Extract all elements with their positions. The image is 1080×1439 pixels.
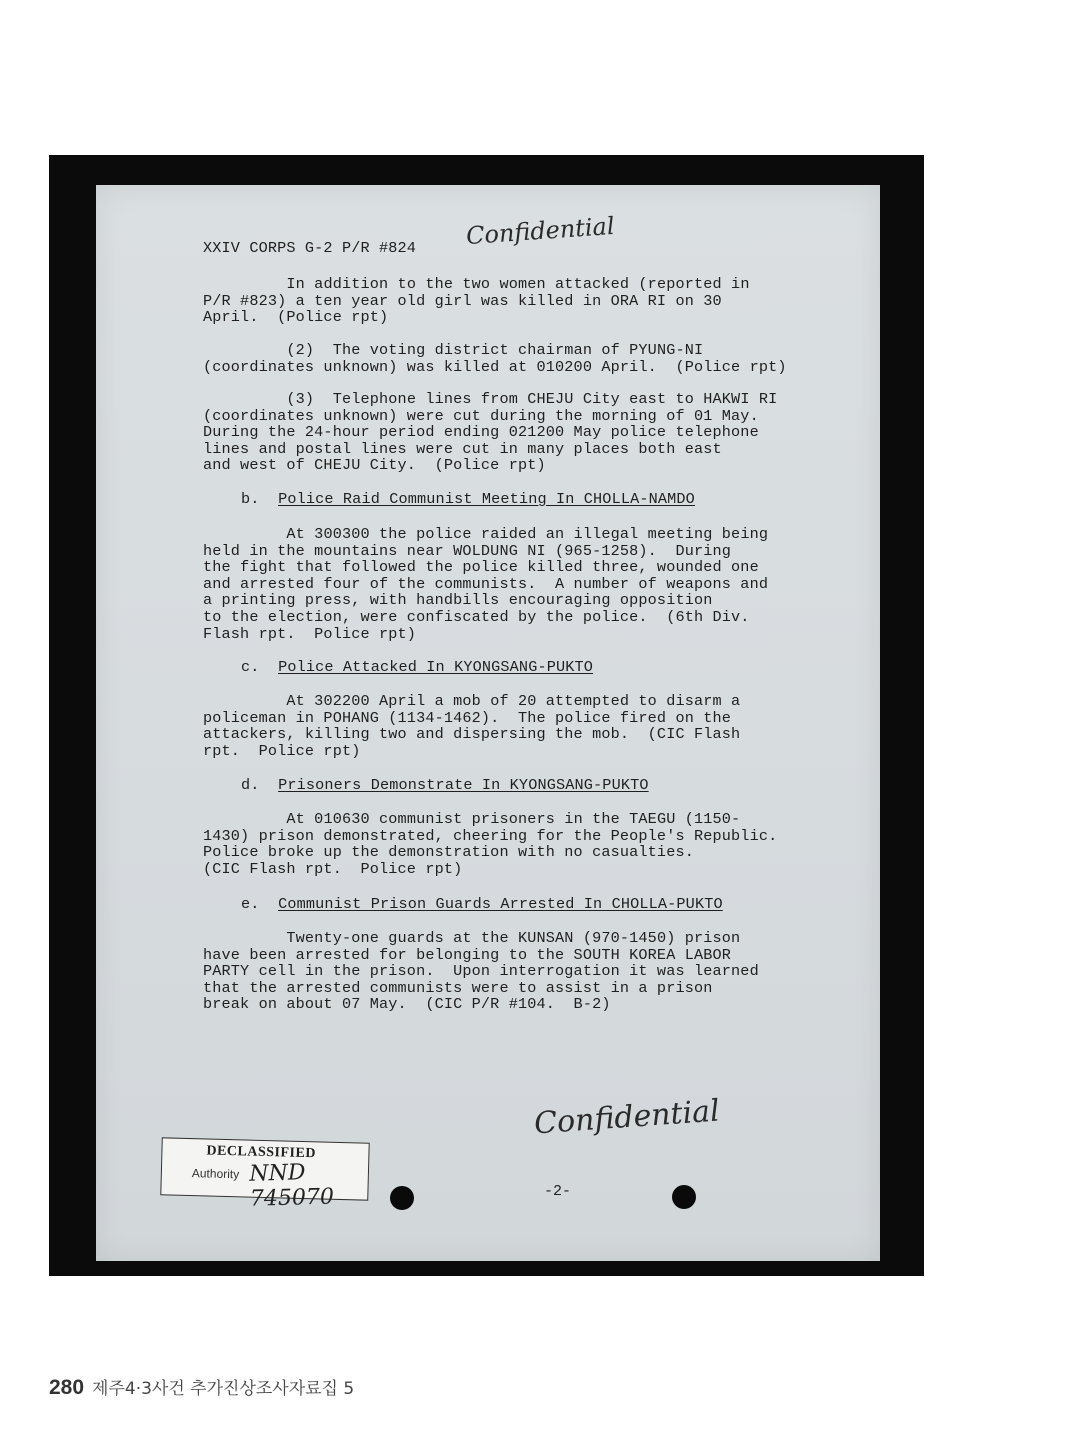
section-b-heading [241,491,901,508]
document-page-number: -2- [544,1183,572,1200]
section-b-letter: b. [241,490,260,508]
section-e-heading [241,896,901,913]
section-c-letter: c. [241,658,260,676]
section-c-heading [241,659,901,676]
section-b-title: Police Raid Communist Meeting In CHOLLA-NAMDO [278,490,695,508]
paragraph-e: Twenty-one guards at the KUNSAN (970-1450) prison have been arrested for belonging to the SOUTH KOREA LABOR PARTY cell in the prison. Upon interrogation it was learned that the arrested communists were to assist in a prison break on about 07 May. (CIC P/R #104. B-2) [203,929,759,1014]
stamp-authority-label: Authority [191,1166,240,1182]
footer-book-title: 제주4·3사건 추가진상조사자료집 5 [92,1379,355,1399]
punch-hole-right [672,1185,696,1209]
section-e-title: Communist Prison Guards Arrested In CHOLLA-PUKTO [278,895,723,913]
paragraph-b: At 300300 the police raided an illegal meeting being held in the mountains near WOLDUNG NI (965-1258). During the fight that followed the police killed three, wounded one and arrested four of the communists. A number of weapons and a printing press, with handbills encouraging opposition to the election, were confiscated by the police. (6th Div. Flash rpt. Police rpt) [203,525,769,643]
section-e-letter: e. [241,895,260,913]
paragraph-2: (2) The voting district chairman of PYUNG-NI (coordinates unknown) was killed at 010200 April. (Police rpt) [203,341,787,376]
section-d-heading [241,777,901,794]
section-c-title: Police Attacked In KYONGSANG-PUKTO [278,658,594,676]
footer-page-number: 280 [49,1376,85,1399]
section-d-title: Prisoners Demonstrate In KYONGSANG-PUKTO [278,776,649,794]
document-page [96,185,880,1261]
confidential-handwritten-bottom: Confidential [533,1093,721,1142]
confidential-handwritten-top: Confidential [465,211,616,251]
scanned-document-frame [49,155,924,1276]
declassified-stamp [160,1137,369,1212]
paragraph-c: At 302200 April a mob of 20 attempted to disarm a policeman in POHANG (1134-1462). The police fired on the attackers, killing two and dispersing the mob. (CIC Flash rpt. Police rpt) [203,692,741,760]
paragraph-3: (3) Telephone lines from CHEJU City east to HAKWI RI (coordinates unknown) were cut during the morning of 01 May. During the 24-hour period ending 021200 May police telephone lines and postal lines were cut in many places both east and west of CHEJU City. (Police rpt) [203,390,778,475]
section-d-letter: d. [241,776,260,794]
paragraph-d: At 010630 communist prisoners in the TAEGU (1150- 1430) prison demonstrated, cheering for the People's Republic. Police broke up the demonstration with no casualties. (CIC Flash rpt. Police rpt) [203,810,778,878]
punch-hole-left [390,1186,414,1210]
document-header: XXIV CORPS G-2 P/R #824 [203,239,417,257]
page-footer [49,1374,354,1400]
paragraph-1: In addition to the two women attacked (reported in P/R #823) a ten year old girl was killed in ORA RI on 30 April. (Police rpt) [203,275,750,327]
stamp-title: DECLASSIFIED [206,1143,317,1162]
stamp-authority-code: NND 745070 [248,1160,335,1212]
